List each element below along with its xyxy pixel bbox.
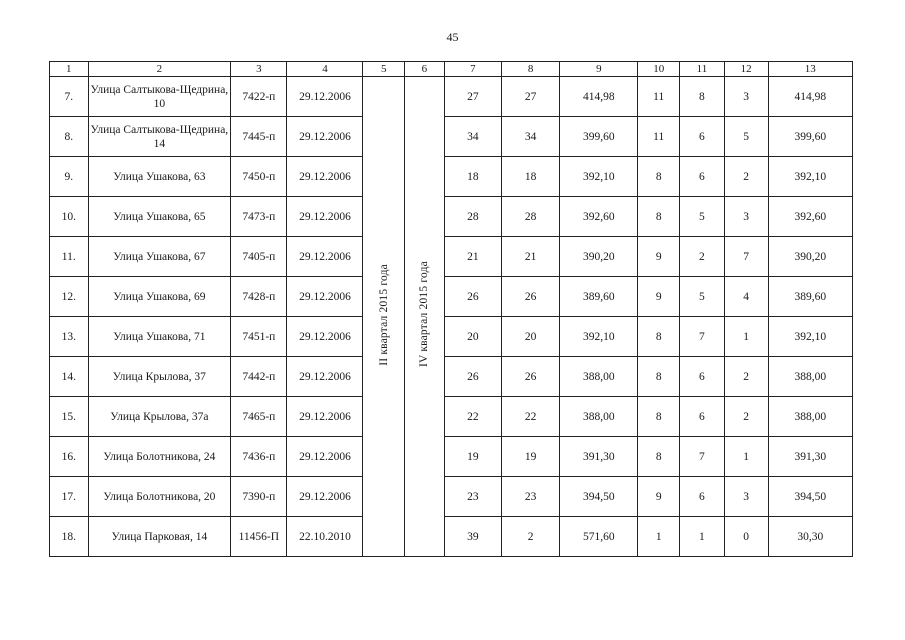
value-cell: 8 xyxy=(680,77,725,117)
table-row xyxy=(50,477,853,517)
row-number: 13. xyxy=(50,317,89,357)
value-cell: 27 xyxy=(444,77,501,117)
row-number: 10. xyxy=(50,197,89,237)
area-cell: 571,60 xyxy=(560,517,638,557)
document-date-cell: 29.12.2006 xyxy=(287,277,363,317)
merged-quarter-col5 xyxy=(363,77,405,557)
value-cell: 3 xyxy=(724,477,768,517)
document-date-cell: 29.12.2006 xyxy=(287,77,363,117)
address-cell: Улица Ушакова, 71 xyxy=(88,317,231,357)
area-cell: 392,60 xyxy=(560,197,638,237)
value-cell: 1 xyxy=(724,317,768,357)
value-cell: 18 xyxy=(444,157,501,197)
value-cell: 8 xyxy=(638,437,680,477)
value-cell: 7 xyxy=(680,317,725,357)
value-cell: 19 xyxy=(444,437,501,477)
area-cell: 392,10 xyxy=(560,157,638,197)
column-number-row xyxy=(50,62,853,77)
address-cell: Улица Парковая, 14 xyxy=(88,517,231,557)
document-number-cell: 7428-п xyxy=(231,277,287,317)
column-header: 6 xyxy=(405,62,445,77)
table-row xyxy=(50,77,853,117)
value-cell: 1 xyxy=(638,517,680,557)
document-date-cell: 29.12.2006 xyxy=(287,397,363,437)
column-header: 7 xyxy=(444,62,501,77)
area-cell: 392,10 xyxy=(768,317,852,357)
value-cell: 9 xyxy=(638,477,680,517)
row-number: 9. xyxy=(50,157,89,197)
value-cell: 34 xyxy=(501,117,559,157)
document-number-cell: 7442-п xyxy=(231,357,287,397)
table-row xyxy=(50,517,853,557)
row-number: 11. xyxy=(50,237,89,277)
column-header: 5 xyxy=(363,62,405,77)
value-cell: 1 xyxy=(724,437,768,477)
document-date-cell: 29.12.2006 xyxy=(287,197,363,237)
value-cell: 0 xyxy=(724,517,768,557)
value-cell: 20 xyxy=(501,317,559,357)
value-cell: 20 xyxy=(444,317,501,357)
table-row xyxy=(50,237,853,277)
column-header: 4 xyxy=(287,62,363,77)
document-number-cell: 7422-п xyxy=(231,77,287,117)
value-cell: 6 xyxy=(680,357,725,397)
value-cell: 8 xyxy=(638,397,680,437)
area-cell: 30,30 xyxy=(768,517,852,557)
area-cell: 399,60 xyxy=(560,117,638,157)
document-number-cell: 7465-п xyxy=(231,397,287,437)
document-number-cell: 7450-п xyxy=(231,157,287,197)
value-cell: 39 xyxy=(444,517,501,557)
value-cell: 11 xyxy=(638,77,680,117)
table-row xyxy=(50,357,853,397)
document-number-cell: 7445-п xyxy=(231,117,287,157)
page-number: 45 xyxy=(446,30,459,44)
column-header: 10 xyxy=(638,62,680,77)
area-cell: 389,60 xyxy=(560,277,638,317)
area-cell: 388,00 xyxy=(560,357,638,397)
area-cell: 414,98 xyxy=(768,77,852,117)
column-header: 12 xyxy=(724,62,768,77)
document-date-cell: 29.12.2006 xyxy=(287,117,363,157)
value-cell: 8 xyxy=(638,197,680,237)
area-cell: 414,98 xyxy=(560,77,638,117)
value-cell: 26 xyxy=(501,357,559,397)
document-date-cell: 29.12.2006 xyxy=(287,477,363,517)
housing-register-table xyxy=(49,61,853,557)
value-cell: 27 xyxy=(501,77,559,117)
value-cell: 6 xyxy=(680,477,725,517)
document-number-cell: 7405-п xyxy=(231,237,287,277)
value-cell: 9 xyxy=(638,237,680,277)
document-number-cell: 7451-п xyxy=(231,317,287,357)
value-cell: 26 xyxy=(444,357,501,397)
table-row xyxy=(50,397,853,437)
document-number-cell: 7390-п xyxy=(231,477,287,517)
document-date-cell: 29.12.2006 xyxy=(287,237,363,277)
value-cell: 2 xyxy=(724,357,768,397)
area-cell: 392,60 xyxy=(768,197,852,237)
value-cell: 2 xyxy=(724,397,768,437)
value-cell: 5 xyxy=(680,277,725,317)
address-cell: Улица Крылова, 37 xyxy=(88,357,231,397)
value-cell: 3 xyxy=(724,77,768,117)
value-cell: 18 xyxy=(501,157,559,197)
value-cell: 6 xyxy=(680,157,725,197)
value-cell: 2 xyxy=(680,237,725,277)
document-date-cell: 29.12.2006 xyxy=(287,357,363,397)
table-row xyxy=(50,197,853,237)
document-number-cell: 11456-П xyxy=(231,517,287,557)
row-number: 17. xyxy=(50,477,89,517)
address-cell: Улица Салтыкова-Щедрина, 10 xyxy=(88,77,231,117)
column-header: 8 xyxy=(501,62,559,77)
quarter-label-col5: II квартал 2015 года xyxy=(377,263,390,366)
area-cell: 394,50 xyxy=(560,477,638,517)
value-cell: 22 xyxy=(444,397,501,437)
value-cell: 3 xyxy=(724,197,768,237)
value-cell: 22 xyxy=(501,397,559,437)
value-cell: 21 xyxy=(444,237,501,277)
value-cell: 5 xyxy=(724,117,768,157)
row-number: 15. xyxy=(50,397,89,437)
column-header: 3 xyxy=(231,62,287,77)
address-cell: Улица Ушакова, 65 xyxy=(88,197,231,237)
area-cell: 399,60 xyxy=(768,117,852,157)
area-cell: 392,10 xyxy=(768,157,852,197)
row-number: 8. xyxy=(50,117,89,157)
area-cell: 388,00 xyxy=(768,357,852,397)
table-row xyxy=(50,437,853,477)
value-cell: 7 xyxy=(680,437,725,477)
document-date-cell: 29.12.2006 xyxy=(287,317,363,357)
row-number: 18. xyxy=(50,517,89,557)
document-date-cell: 29.12.2006 xyxy=(287,157,363,197)
area-cell: 390,20 xyxy=(560,237,638,277)
address-cell: Улица Болотникова, 24 xyxy=(88,437,231,477)
value-cell: 7 xyxy=(724,237,768,277)
value-cell: 19 xyxy=(501,437,559,477)
column-header: 2 xyxy=(88,62,231,77)
value-cell: 34 xyxy=(444,117,501,157)
column-header: 13 xyxy=(768,62,852,77)
area-cell: 391,30 xyxy=(768,437,852,477)
value-cell: 6 xyxy=(680,117,725,157)
merged-quarter-col6 xyxy=(405,77,445,557)
document-number-cell: 7473-п xyxy=(231,197,287,237)
column-header: 9 xyxy=(560,62,638,77)
column-header: 1 xyxy=(50,62,89,77)
table-row xyxy=(50,157,853,197)
column-header: 11 xyxy=(680,62,725,77)
area-cell: 394,50 xyxy=(768,477,852,517)
value-cell: 26 xyxy=(501,277,559,317)
value-cell: 4 xyxy=(724,277,768,317)
document-number-cell: 7436-п xyxy=(231,437,287,477)
value-cell: 2 xyxy=(724,157,768,197)
table-row xyxy=(50,277,853,317)
value-cell: 26 xyxy=(444,277,501,317)
row-number: 12. xyxy=(50,277,89,317)
value-cell: 28 xyxy=(444,197,501,237)
value-cell: 21 xyxy=(501,237,559,277)
quarter-label-col6: IV квартал 2015 года xyxy=(418,261,431,368)
area-cell: 391,30 xyxy=(560,437,638,477)
row-number: 7. xyxy=(50,77,89,117)
value-cell: 11 xyxy=(638,117,680,157)
document-date-cell: 29.12.2006 xyxy=(287,437,363,477)
area-cell: 388,00 xyxy=(560,397,638,437)
table-row xyxy=(50,117,853,157)
address-cell: Улица Крылова, 37а xyxy=(88,397,231,437)
row-number: 14. xyxy=(50,357,89,397)
area-cell: 389,60 xyxy=(768,277,852,317)
address-cell: Улица Ушакова, 69 xyxy=(88,277,231,317)
value-cell: 28 xyxy=(501,197,559,237)
address-cell: Улица Ушакова, 67 xyxy=(88,237,231,277)
value-cell: 8 xyxy=(638,317,680,357)
value-cell: 23 xyxy=(501,477,559,517)
area-cell: 390,20 xyxy=(768,237,852,277)
area-cell: 392,10 xyxy=(560,317,638,357)
value-cell: 6 xyxy=(680,397,725,437)
value-cell: 8 xyxy=(638,157,680,197)
value-cell: 9 xyxy=(638,277,680,317)
row-number: 16. xyxy=(50,437,89,477)
value-cell: 5 xyxy=(680,197,725,237)
value-cell: 23 xyxy=(444,477,501,517)
value-cell: 2 xyxy=(501,517,559,557)
address-cell: Улица Болотникова, 20 xyxy=(88,477,231,517)
address-cell: Улица Салтыкова-Щедрина, 14 xyxy=(88,117,231,157)
value-cell: 8 xyxy=(638,357,680,397)
table-row xyxy=(50,317,853,357)
value-cell: 1 xyxy=(680,517,725,557)
document-date-cell: 22.10.2010 xyxy=(287,517,363,557)
address-cell: Улица Ушакова, 63 xyxy=(88,157,231,197)
area-cell: 388,00 xyxy=(768,397,852,437)
